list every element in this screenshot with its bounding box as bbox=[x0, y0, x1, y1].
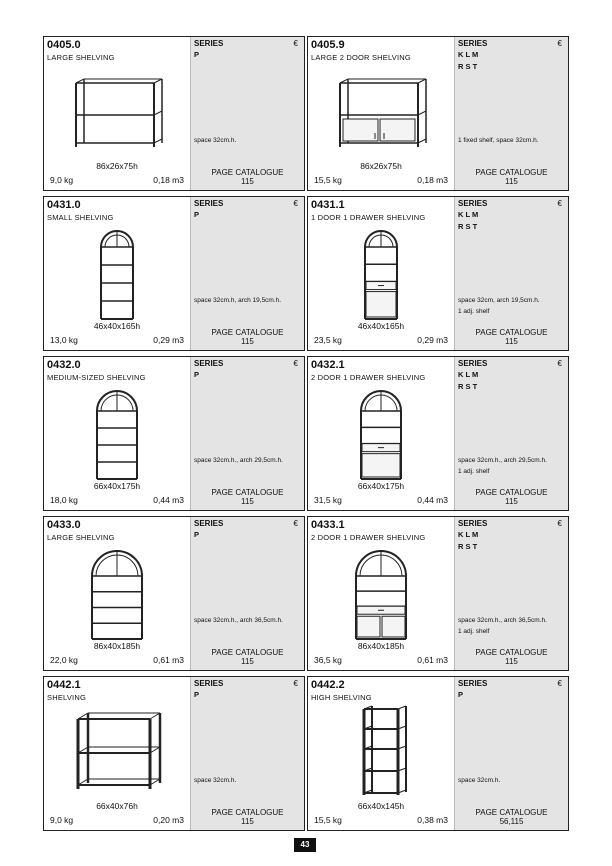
product-dimensions: 86x26x75h bbox=[360, 161, 402, 171]
page-catalogue bbox=[191, 328, 304, 346]
product-volume: 0,61 m3 bbox=[153, 655, 184, 665]
product-code: 0431.1 bbox=[311, 199, 345, 211]
series-label: SERIES bbox=[194, 359, 224, 368]
product-name: SMALL SHELVING bbox=[47, 213, 114, 222]
product-card bbox=[307, 516, 569, 671]
page-catalogue-ref: 115 bbox=[505, 177, 518, 186]
euro-symbol: € bbox=[557, 199, 562, 208]
page-catalogue bbox=[191, 488, 304, 506]
product-info bbox=[44, 357, 190, 510]
product-info bbox=[308, 357, 454, 510]
product-volume: 0,18 m3 bbox=[417, 175, 448, 185]
product-volume: 0,38 m3 bbox=[417, 815, 448, 825]
product-dimensions: 46x40x165h bbox=[93, 321, 141, 331]
series-label: SERIES bbox=[194, 679, 224, 688]
product-dimensions: 86x40x185h bbox=[357, 641, 405, 651]
euro-symbol: € bbox=[293, 199, 298, 208]
product-weight: 13,0 kg bbox=[50, 335, 78, 345]
arched-narrow-door-shelf-icon bbox=[318, 225, 444, 320]
page-catalogue-ref: 115 bbox=[241, 657, 254, 666]
product-weight: 15,5 kg bbox=[314, 815, 342, 825]
product-info bbox=[44, 677, 190, 830]
product-note: space 32cm.h., arch 29,5cm.h. 1 adj. shelf bbox=[458, 457, 547, 475]
product-note: space 32cm.h. bbox=[458, 777, 501, 784]
wide-two-door-cabinet-icon bbox=[318, 65, 444, 160]
product-info bbox=[308, 37, 454, 190]
product-card bbox=[43, 36, 305, 191]
product-code: 0433.1 bbox=[311, 519, 345, 531]
product-note: space 32cm.h., arch 29,5cm.h. bbox=[194, 457, 283, 464]
product-note: space 32cm.h. bbox=[194, 777, 237, 784]
product-note: space 32cm.h. bbox=[194, 137, 237, 144]
product-card bbox=[307, 196, 569, 351]
product-code: 0442.2 bbox=[311, 679, 345, 691]
page-catalogue-ref: 115 bbox=[505, 337, 518, 346]
product-weight: 31,5 kg bbox=[314, 495, 342, 505]
page-catalogue-ref: 115 bbox=[241, 337, 254, 346]
euro-symbol: € bbox=[557, 359, 562, 368]
series-label: SERIES bbox=[194, 199, 224, 208]
product-weight: 18,0 kg bbox=[50, 495, 78, 505]
product-volume: 0,20 m3 bbox=[153, 815, 184, 825]
product-dimensions: 86x40x185h bbox=[93, 641, 141, 651]
product-card bbox=[43, 516, 305, 671]
product-volume: 0,29 m3 bbox=[153, 335, 184, 345]
product-name: LARGE SHELVING bbox=[47, 533, 115, 542]
series-label: SERIES bbox=[458, 359, 488, 368]
series-codes: P bbox=[458, 690, 464, 699]
product-name: 2 DOOR 1 DRAWER SHELVING bbox=[311, 373, 426, 382]
tall-square-shelf-icon bbox=[318, 705, 444, 800]
product-weight: 9,0 kg bbox=[50, 815, 74, 825]
product-volume: 0,29 m3 bbox=[417, 335, 448, 345]
product-card bbox=[43, 356, 305, 511]
series-label: SERIES bbox=[458, 39, 488, 48]
series-label: SERIES bbox=[458, 679, 488, 688]
product-info bbox=[308, 517, 454, 670]
euro-symbol: € bbox=[557, 519, 562, 528]
product-series-panel bbox=[190, 517, 304, 670]
arched-narrow-shelf-icon bbox=[54, 225, 180, 320]
product-card bbox=[43, 196, 305, 351]
product-volume: 0,44 m3 bbox=[417, 495, 448, 505]
product-name: SHELVING bbox=[47, 693, 86, 702]
page-catalogue-ref: 115 bbox=[241, 497, 254, 506]
product-note: space 32cm.h., arch 36,5cm.h. bbox=[194, 617, 283, 624]
product-name: HIGH SHELVING bbox=[311, 693, 372, 702]
page-catalogue-ref: 115 bbox=[241, 817, 254, 826]
page-catalogue bbox=[191, 168, 304, 186]
product-note: space 32cm.h, arch 19,5cm.h. bbox=[194, 297, 282, 304]
product-note: space 32cm, arch 19,5cm.h. 1 adj. shelf bbox=[458, 297, 540, 315]
page-catalogue-label: PAGE CATALOGUE bbox=[211, 488, 284, 497]
product-series-panel bbox=[454, 197, 568, 350]
page-catalogue-ref: 115 bbox=[505, 657, 518, 666]
product-dimensions: 86x26x75h bbox=[96, 161, 138, 171]
product-series-panel bbox=[190, 357, 304, 510]
product-name: MEDIUM-SIZED SHELVING bbox=[47, 373, 146, 382]
product-dimensions: 46x40x165h bbox=[357, 321, 405, 331]
page-catalogue bbox=[191, 648, 304, 666]
product-weight: 36,5 kg bbox=[314, 655, 342, 665]
product-name: 2 DOOR 1 DRAWER SHELVING bbox=[311, 533, 426, 542]
page-catalogue-label: PAGE CATALOGUE bbox=[211, 328, 284, 337]
product-note: 1 fixed shelf, space 32cm.h. bbox=[458, 137, 539, 144]
euro-symbol: € bbox=[293, 519, 298, 528]
page-catalogue bbox=[455, 648, 568, 666]
page-catalogue-label: PAGE CATALOGUE bbox=[475, 808, 548, 817]
product-weight: 23,5 kg bbox=[314, 335, 342, 345]
page-catalogue bbox=[455, 168, 568, 186]
product-card bbox=[307, 36, 569, 191]
product-dimensions: 66x40x175h bbox=[357, 481, 405, 491]
product-series-panel bbox=[190, 37, 304, 190]
low-square-shelf-icon bbox=[54, 705, 180, 800]
series-codes: P bbox=[194, 690, 200, 699]
product-weight: 9,0 kg bbox=[50, 175, 74, 185]
arched-large-door-shelf-icon bbox=[318, 545, 444, 640]
series-codes: P bbox=[194, 530, 200, 539]
page-catalogue-label: PAGE CATALOGUE bbox=[475, 488, 548, 497]
series-codes: K L M R S T bbox=[458, 210, 479, 231]
product-info bbox=[308, 677, 454, 830]
series-codes: K L M R S T bbox=[458, 530, 479, 551]
page-catalogue bbox=[455, 328, 568, 346]
euro-symbol: € bbox=[293, 359, 298, 368]
product-dimensions: 66x40x76h bbox=[96, 801, 138, 811]
series-label: SERIES bbox=[194, 39, 224, 48]
product-series-panel bbox=[190, 197, 304, 350]
series-codes: P bbox=[194, 50, 200, 59]
product-code: 0405.9 bbox=[311, 39, 345, 51]
product-volume: 0,61 m3 bbox=[417, 655, 448, 665]
product-code: 0432.1 bbox=[311, 359, 345, 371]
product-card bbox=[307, 356, 569, 511]
euro-symbol: € bbox=[293, 39, 298, 48]
page-catalogue-ref: 115 bbox=[241, 177, 254, 186]
series-label: SERIES bbox=[194, 519, 224, 528]
page-number: 43 bbox=[294, 838, 316, 852]
product-code: 0432.0 bbox=[47, 359, 81, 371]
product-code: 0405.0 bbox=[47, 39, 81, 51]
product-code: 0433.0 bbox=[47, 519, 81, 531]
page-catalogue-label: PAGE CATALOGUE bbox=[475, 648, 548, 657]
product-series-panel bbox=[454, 37, 568, 190]
product-name: LARGE 2 DOOR SHELVING bbox=[311, 53, 411, 62]
product-weight: 15,5 kg bbox=[314, 175, 342, 185]
product-volume: 0,18 m3 bbox=[153, 175, 184, 185]
product-card bbox=[307, 676, 569, 831]
product-weight: 22,0 kg bbox=[50, 655, 78, 665]
product-code: 0431.0 bbox=[47, 199, 81, 211]
product-info bbox=[44, 197, 190, 350]
page-catalogue-label: PAGE CATALOGUE bbox=[475, 168, 548, 177]
product-name: 1 DOOR 1 DRAWER SHELVING bbox=[311, 213, 426, 222]
product-series-panel bbox=[190, 677, 304, 830]
arched-medium-shelf-icon bbox=[54, 385, 180, 480]
page-catalogue-label: PAGE CATALOGUE bbox=[211, 648, 284, 657]
low-wide-shelf-icon bbox=[54, 65, 180, 160]
page-catalogue-ref: 56,115 bbox=[499, 817, 524, 826]
product-note: space 32cm.h., arch 36,5cm.h. 1 adj. shelf bbox=[458, 617, 547, 635]
series-codes: K L M R S T bbox=[458, 50, 479, 71]
page-catalogue-label: PAGE CATALOGUE bbox=[211, 808, 284, 817]
series-label: SERIES bbox=[458, 199, 488, 208]
page-catalogue bbox=[191, 808, 304, 826]
series-codes: K L M R S T bbox=[458, 370, 479, 391]
page-catalogue bbox=[455, 808, 568, 826]
product-name: LARGE SHELVING bbox=[47, 53, 115, 62]
product-info bbox=[44, 37, 190, 190]
series-codes: P bbox=[194, 370, 200, 379]
arched-large-shelf-icon bbox=[54, 545, 180, 640]
product-dimensions: 66x40x175h bbox=[93, 481, 141, 491]
page-catalogue-label: PAGE CATALOGUE bbox=[475, 328, 548, 337]
product-series-panel bbox=[454, 357, 568, 510]
product-card bbox=[43, 676, 305, 831]
page-catalogue bbox=[455, 488, 568, 506]
series-label: SERIES bbox=[458, 519, 488, 528]
product-series-panel bbox=[454, 677, 568, 830]
arched-medium-door-shelf-icon bbox=[318, 385, 444, 480]
product-dimensions: 66x40x145h bbox=[357, 801, 405, 811]
series-codes: P bbox=[194, 210, 200, 219]
euro-symbol: € bbox=[557, 679, 562, 688]
product-info bbox=[308, 197, 454, 350]
euro-symbol: € bbox=[557, 39, 562, 48]
euro-symbol: € bbox=[293, 679, 298, 688]
product-series-panel bbox=[454, 517, 568, 670]
page-catalogue-label: PAGE CATALOGUE bbox=[211, 168, 284, 177]
product-volume: 0,44 m3 bbox=[153, 495, 184, 505]
product-info bbox=[44, 517, 190, 670]
product-code: 0442.1 bbox=[47, 679, 81, 691]
page-catalogue-ref: 115 bbox=[505, 497, 518, 506]
